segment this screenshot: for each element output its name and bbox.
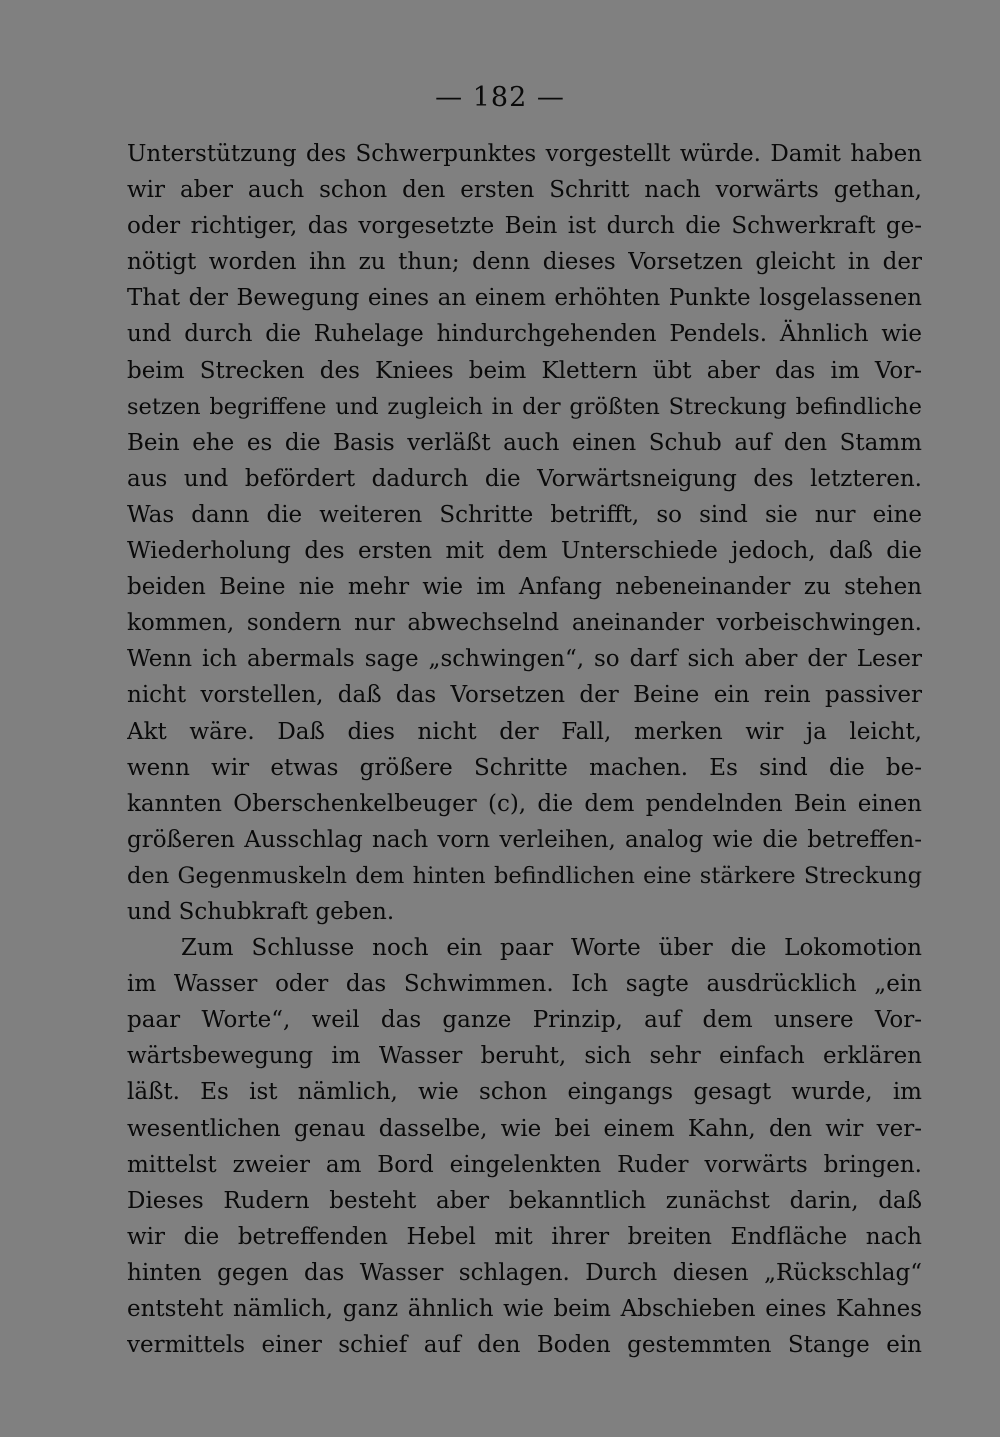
text-line: Zum Schlusse noch ein paar Worte über die Lokomotion <box>181 935 922 962</box>
text-line: nötigt worden ihn zu thun; denn dieses Vorsetzen gleicht in der <box>127 249 922 276</box>
text-line: hinten gegen das Wasser schlagen. Durch diesen „Rückschlag“ <box>127 1259 922 1286</box>
text-line: läßt. Es ist nämlich, wie schon eingangs gesagt wurde, im <box>127 1079 922 1106</box>
text-line: und durch die Ruhelage hindurchgehenden Pendels. Ähnlich wie <box>127 321 922 348</box>
text-line: beiden Beine nie mehr wie im Anfang nebeneinander zu stehen <box>127 574 922 601</box>
text-line: wenn wir etwas größere Schritte machen. Es sind die be- <box>127 754 922 781</box>
text-line: größeren Ausschlag nach vorn verleihen, analog wie die betreffen- <box>127 826 922 853</box>
text-line: Akt wäre. Daß dies nicht der Fall, merken wir ja leicht, <box>127 718 922 745</box>
text-line: wir die betreffenden Hebel mit ihrer breiten Endfläche nach <box>127 1223 922 1250</box>
text-line: Dieses Rudern besteht aber bekanntlich zunächst darin, daß <box>127 1187 922 1214</box>
text-line: Was dann die weiteren Schritte betrifft, so sind sie nur eine <box>127 501 922 528</box>
text-line: Bein ehe es die Basis verläßt auch einen Schub auf den Stamm <box>127 429 922 456</box>
text-line: den Gegenmuskeln dem hinten befindlichen eine stärkere Streckung <box>127 862 922 889</box>
text-line: wir aber auch schon den ersten Schritt nach vorwärts gethan, <box>127 177 922 204</box>
text-line: mittelst zweier am Bord eingelenkten Ruder vorwärts bringen. <box>127 1151 922 1178</box>
text-line: setzen begriffene und zugleich in der größten Streckung befindliche <box>127 393 922 420</box>
text-line: entsteht nämlich, ganz ähnlich wie beim Abschieben eines Kahnes <box>127 1296 922 1322</box>
text-line: beim Strecken des Kniees beim Klettern übt aber das im Vor- <box>127 357 922 384</box>
paragraph-2 <box>127 930 922 1363</box>
text-line: oder richtiger, das vorgesetzte Bein ist durch die Schwerkraft ge- <box>127 213 922 240</box>
text-line: aus und befördert dadurch die Vorwärtsneigung des letzteren. <box>127 465 922 492</box>
text-line: wesentlichen genau dasselbe, wie bei einem Kahn, den wir ver- <box>127 1115 922 1142</box>
text-line: That der Bewegung eines an einem erhöhten Punkte losgelassenen <box>127 285 922 312</box>
text-line: vermittels einer schief auf den Boden gestemmten Stange ein <box>127 1332 922 1359</box>
text-line: Unterstützung des Schwerpunktes vorgestellt würde. Damit haben <box>127 141 922 167</box>
text-line: wärtsbewegung im Wasser beruht, sich sehr einfach erklären <box>127 1043 922 1070</box>
text-line: Wiederholung des ersten mit dem Unterschiede jedoch, daß die <box>127 538 922 565</box>
body-text <box>127 136 922 1363</box>
text-line: kannten Oberschenkelbeuger (c), die dem pendelnden Bein einen <box>127 790 922 817</box>
paragraph-1 <box>127 136 922 930</box>
page-number: — 182 — <box>435 82 565 113</box>
text-line: nicht vorstellen, daß das Vorsetzen der Beine ein rein passiver <box>127 682 922 709</box>
text-line: im Wasser oder das Schwimmen. Ich sagte ausdrücklich „ein <box>127 971 922 998</box>
text-line: Wenn ich abermals sage „schwingen“, so darf sich aber der Leser <box>127 646 922 673</box>
text-line: kommen, sondern nur abwechselnd aneinander vorbeischwingen. <box>127 610 922 637</box>
text-line: paar Worte“, weil das ganze Prinzip, auf dem unsere Vor- <box>127 1007 922 1034</box>
text-line: und Schubkraft geben. <box>127 898 395 925</box>
